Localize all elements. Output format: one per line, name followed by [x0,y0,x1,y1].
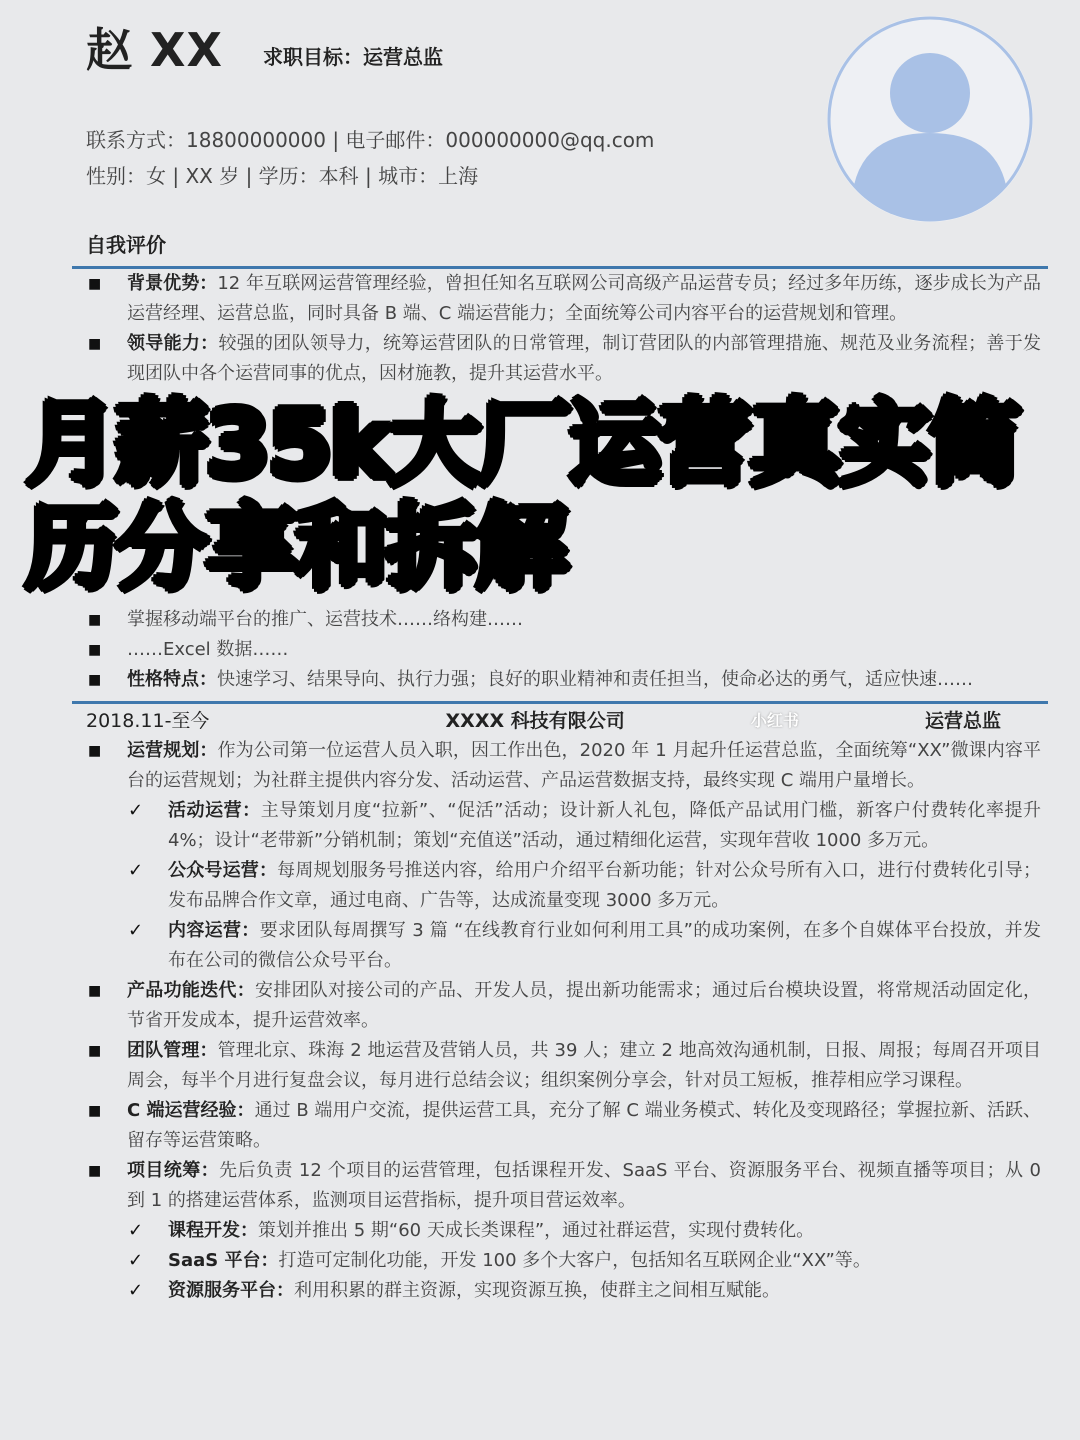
list-item [86,1246,1041,1276]
bullet-icon: ■ [88,983,102,999]
bullet-icon: ■ [88,1103,102,1119]
item-label: C 端运营经验： [127,1100,255,1121]
checkmark-icon: ✓ [128,860,144,881]
avatar-placeholder-icon [826,15,1034,223]
bullet-icon: ■ [88,642,102,658]
list-item [86,605,1041,635]
role: 运营总监 [924,710,1001,732]
bullet-icon: ■ [88,743,102,759]
list-item [86,1276,1041,1306]
item-text: 快速学习、结果导向、执行力强；良好的职业精神和责任担当，使命必达的勇气，适应快速…… [217,669,973,690]
item-text: 较强的团队领导力，统筹运营团队的日常管理，制订营团队的内部管理措施、规范及业务流程；善于发现团队中各个运营同事的优点，因材施教，提升其运营水平。 [127,333,1042,384]
checkmark-icon: ✓ [128,800,144,821]
item-label: 产品功能迭代： [127,980,255,1001]
cover-title-line2: 历分享和拆解 [26,495,567,602]
bullet-icon: ■ [88,276,102,292]
item-label: 团队管理： [127,1040,218,1061]
contact-info: 联系方式：18800000000 | 电子邮件：000000000@qq.com [86,128,655,152]
checkmark-icon: ✓ [128,1250,144,1271]
bullet-icon: ■ [88,672,102,688]
company: XXXX 科技有限公司 [445,710,625,732]
item-label: 项目统筹： [127,1160,220,1181]
checkmark-icon: ✓ [128,920,144,941]
item-text: 12 年互联网运营管理经验，曾担任知名互联网公司高级产品运营专员；经过多年历练，逐步成长为产品运营经理、运营总监，同时具备 B 端、C 端运营能力；全面统筹公司内容平台的运营规划和管理。 [127,273,1042,324]
candidate-name: 赵 XX [86,23,223,77]
list-item [86,665,1041,695]
list-item [86,856,1041,916]
item-text: 掌握移动端平台的推广、运营技术……络构建…… [127,609,523,630]
bullet-icon: ■ [88,336,102,352]
list-item [86,1036,1041,1096]
period: 2018.11-至今 [86,710,210,732]
job-target: 求职目标：运营总监 [263,45,443,69]
item-text: 管理北京、珠海 2 地运营及营销人员，共 39 人；建立 2 地高效沟通机制，日报、周报；每周召开项目周会，每半个月进行复盘会议，每月进行总结会议；组织案例分享会，针对员工短板，推荐相应学习课程。 [127,1040,1041,1091]
item-label: 活动运营： [168,800,261,821]
basic-info: 性别：女 | XX 岁 | 学历：本科 | 城市：上海 [86,164,479,188]
item-label: SaaS 平台： [168,1250,279,1271]
list-item [86,329,1041,389]
list-item [86,916,1041,976]
item-text: 通过 B 端用户交流，提供运营工具，充分了解 C 端业务模式、转化及变现路径；掌握拉新、活跃、留存等运营策略。 [127,1100,1041,1151]
checkmark-icon: ✓ [128,1280,144,1301]
item-label: 资源服务平台： [168,1280,294,1301]
list-item [86,796,1041,856]
bullet-icon: ■ [88,1043,102,1059]
section-title-self-eval: 自我评价 [86,233,166,257]
section-divider [72,701,1048,704]
item-label: 领导能力： [127,333,219,354]
checkmark-icon: ✓ [128,1220,144,1241]
item-text: 要求团队每周撰写 3 篇 “在线教育行业如何利用工具”的成功案例，在多个自媒体平台投放，并发布在公司的微信公众号平台。 [168,920,1042,971]
resume-body [26,266,1042,1306]
list-item [86,1216,1041,1246]
list-item [86,736,1041,796]
item-text: 安排团队对接公司的产品、开发人员，提出新功能需求；通过后台模块设置，将常规活动固定化，节省开发成本，提升运营效率。 [127,980,1041,1031]
item-label: 运营规划： [127,740,218,761]
item-label: 课程开发： [168,1220,258,1241]
cover-title-line1: 月薪35k大厂运营真实简 [26,391,1020,498]
item-text: 打造可定制化功能，开发 100 多个大客户，包括知名互联网企业“XX”等。 [278,1250,871,1271]
experience-list [86,736,1041,1306]
item-label: 公众号运营： [168,860,278,881]
item-label: 内容运营： [168,920,260,941]
item-label: 性格特点： [127,669,217,690]
item-text: 策划并推出 5 期“60 天成长类课程”，通过社群运营，实现付费转化。 [258,1220,815,1241]
watermark: 小红书 [750,711,799,730]
list-item [86,269,1041,329]
item-text: 主导策划月度“拉新”、“促活”活动；设计新人礼包，降低产品试用门槛，新客户付费转化率提升 4%；设计“老带新”分销机制；策划“充值送”活动，通过精细化运营，实现年营收 1000 多万元。 [168,800,1042,851]
self-eval-list [86,269,1041,389]
list-item [86,1156,1041,1216]
item-text: ……Excel 数据…… [127,639,289,660]
item-text: 每周规划服务号推送内容，给用户介绍平台新功能；针对公众号所有入口，进行付费转化引导；发布品牌合作文章，通过电商、广告等，达成流量变现 3000 多万元。 [168,860,1042,911]
list-item [86,635,1041,665]
list-item [86,976,1041,1036]
experience-header [86,706,1001,736]
item-text: 作为公司第一位运营人员入职，因工作出色，2020 年 1 月起升任运营总监，全面统筹“XX”微课内容平台的运营规划；为社群主提供内容分发、活动运营、产品运营数据支持，最终实现 C 端用户量增长。 [127,740,1041,791]
bullet-icon: ■ [88,1163,102,1179]
item-label: 背景优势： [127,273,218,294]
cover-title [26,393,1041,601]
item-text: 先后负责 12 个项目的运营管理，包括课程开发、SaaS 平台、资源服务平台、视频直播等项目；从 0 到 1 的搭建运营体系，监测项目运营指标，提升项目营运效率。 [127,1160,1042,1211]
list-item [86,1096,1041,1156]
self-eval-list-continued [86,605,1041,695]
item-text: 利用积累的群主资源，实现资源互换，使群主之间相互赋能。 [294,1280,780,1301]
bullet-icon: ■ [88,612,102,628]
